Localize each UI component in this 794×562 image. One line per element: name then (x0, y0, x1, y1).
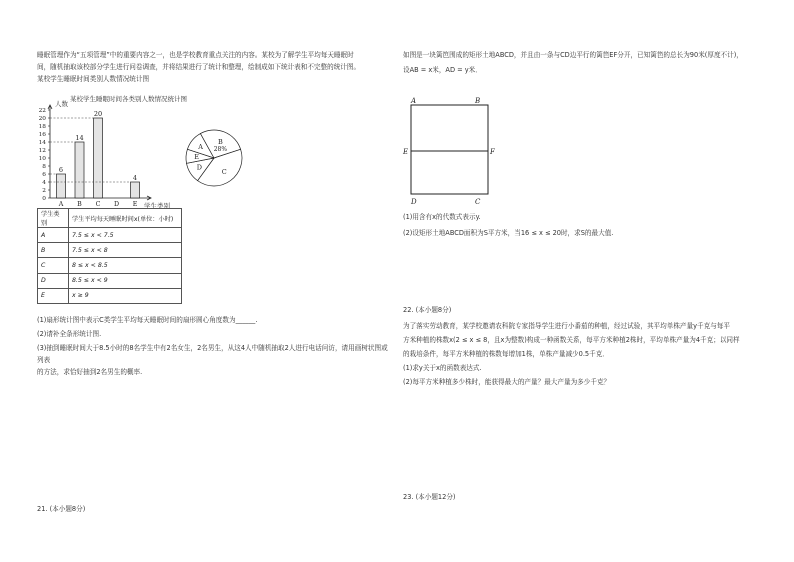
table-row (38, 273, 182, 288)
table-row (38, 228, 182, 243)
question-line: (3)抽到睡眠时间大于8.5小时的8名学生中有2名女生，2名男生，从这4人中随机抽取2人进行电话问访，请用画树状图或列表 (37, 344, 388, 364)
table-cell: C (38, 258, 69, 273)
sleep-category-table (37, 208, 182, 304)
table-cell: 7.5 ≤ x < 7.5 (69, 228, 182, 243)
bar-data-label: 4 (132, 174, 138, 182)
rectangle-abcd (411, 105, 488, 194)
intro-line: 如图是一块篱笆围成的矩形土地ABCD，并且由一条与CD边平行的篱笆EF分开，已知篱笆的总长为90米(厚度不计)， (403, 51, 743, 59)
y-tick-label: 14 (38, 140, 46, 146)
bar-chart (30, 94, 190, 210)
part-line: (1)用含有x的代数式表示y. (403, 213, 481, 221)
question-line: 的栽培条件，每平方米种植的株数每增加1株，单株产量减少0.5千克． (403, 350, 609, 358)
x-tick-label: D (113, 201, 120, 208)
part-line: (2)设矩形土地ABCD面积为S平方米，当16 ≤ x ≤ 20时，求S的最大值. (403, 229, 614, 237)
pie-label: B (217, 137, 223, 146)
bar (75, 142, 84, 198)
question-22-title: 22. (本小题8分) (403, 306, 452, 314)
table-row (38, 288, 182, 303)
bar-data-label: 6 (58, 166, 64, 174)
bar-data-label: 20 (93, 110, 103, 118)
label-f: F (490, 148, 495, 156)
y-tick-label: 12 (38, 148, 46, 154)
bars (50, 110, 140, 198)
table-cell: x ≥ 9 (69, 288, 182, 303)
label-c: C (475, 198, 481, 206)
question-line: 为了落实劳动教育，某学校邀请农科院专家指导学生进行小番茄的种植，经过试验，其平均单株产量y千克与每平 (403, 322, 730, 330)
y-tick-label: 22 (38, 108, 46, 114)
x-tick-labels (58, 201, 138, 208)
label-a: A (411, 97, 417, 105)
question-line: (2)请补全条形统计图. (37, 330, 102, 338)
pie-chart (178, 122, 250, 194)
table-header: 学生类别 (38, 209, 69, 228)
left-questions (37, 314, 392, 378)
label-d: D (411, 198, 417, 206)
question-21-title: 21. (本小题8分) (37, 505, 86, 513)
bar-data-label: 14 (75, 134, 84, 142)
table-cell: E (38, 288, 69, 303)
right-parts (403, 211, 763, 239)
question-line: (2)每平方米种植多少株时，能获得最大的产量？最大产量为多少千克？ (403, 378, 611, 386)
chart-title: 某校学生睡眠时间各类别人数情况统计图 (70, 95, 187, 103)
intro-line: 某校学生睡眠时间类别人数情况统计图 (37, 75, 150, 83)
table-cell: A (38, 228, 69, 243)
pie-label: E (194, 152, 200, 161)
question-22 (403, 304, 765, 388)
y-tick-label: 2 (42, 188, 46, 194)
x-tick-label: A (58, 201, 64, 208)
y-tick-label: 18 (38, 124, 46, 130)
pie-label: D (196, 163, 202, 172)
question-line: 方米种植的株数x(2 ≤ x ≤ 8，且x为整数)构成一种函数关系，每平方米种植2株时，平均单株产量为4千克；以同样 (403, 336, 740, 344)
table-cell: 8 ≤ x < 8.5 (69, 258, 182, 273)
table-header: 学生平均每天睡眠时间x(单位：小时) (69, 209, 182, 228)
x-axis-label: 学生类别 (144, 202, 170, 210)
table-cell: D (38, 273, 69, 288)
bar (94, 118, 103, 198)
y-tick-label: 10 (38, 156, 46, 162)
x-tick-label: B (77, 201, 82, 208)
pie-label: A (198, 142, 203, 151)
y-axis-label: 人数 (55, 100, 68, 108)
y-tick-label: 4 (42, 180, 46, 186)
rectangle-figure (400, 94, 500, 208)
table-row (38, 258, 182, 273)
question-line: (1)求y关于x的函数表达式. (403, 364, 482, 372)
pie-label: C (221, 168, 227, 177)
question-line: 的方法，求恰好抽到2名男生的概率. (37, 368, 143, 376)
bar (57, 174, 66, 198)
intro-line: 设AB = x米，AD = y米． (403, 66, 482, 74)
x-tick-label: E (132, 201, 138, 208)
bar (131, 182, 140, 198)
table-header-row (38, 209, 182, 228)
y-tick-label: 0 (42, 196, 46, 202)
x-tick-label: C (95, 201, 101, 208)
label-b: B (475, 97, 481, 105)
y-tick-label: 6 (42, 172, 46, 178)
right-intro (403, 49, 763, 76)
table-cell: 8.5 ≤ x < 9 (69, 273, 182, 288)
table-cell: B (38, 243, 69, 258)
table-cell: 7.5 ≤ x < 8 (69, 243, 182, 258)
y-ticks (39, 108, 50, 202)
y-tick-label: 8 (42, 164, 46, 170)
label-e: E (403, 148, 409, 156)
intro-line: 睡眠管理作为“五项管理”中的重要内容之一，也是学校教育重点关注的内容。某校为了解学生平均每天睡眠时 (37, 51, 354, 59)
question-line: (1)扇形统计图中表示C类学生平均每天睡眠时间的扇形圆心角度数为______. (37, 316, 258, 324)
question-23-title: 23. (本小题12分) (403, 493, 456, 501)
table-row (38, 243, 182, 258)
y-tick-label: 20 (38, 116, 46, 122)
pie-percent-label: 28% (213, 145, 228, 153)
left-intro (37, 49, 392, 85)
y-tick-label: 16 (38, 132, 46, 138)
intro-line: 间，随机抽取该校部分学生进行问卷调查，并将结果进行了统计和整理，绘制成如下统计表和不完整的统计图。 (37, 63, 361, 71)
